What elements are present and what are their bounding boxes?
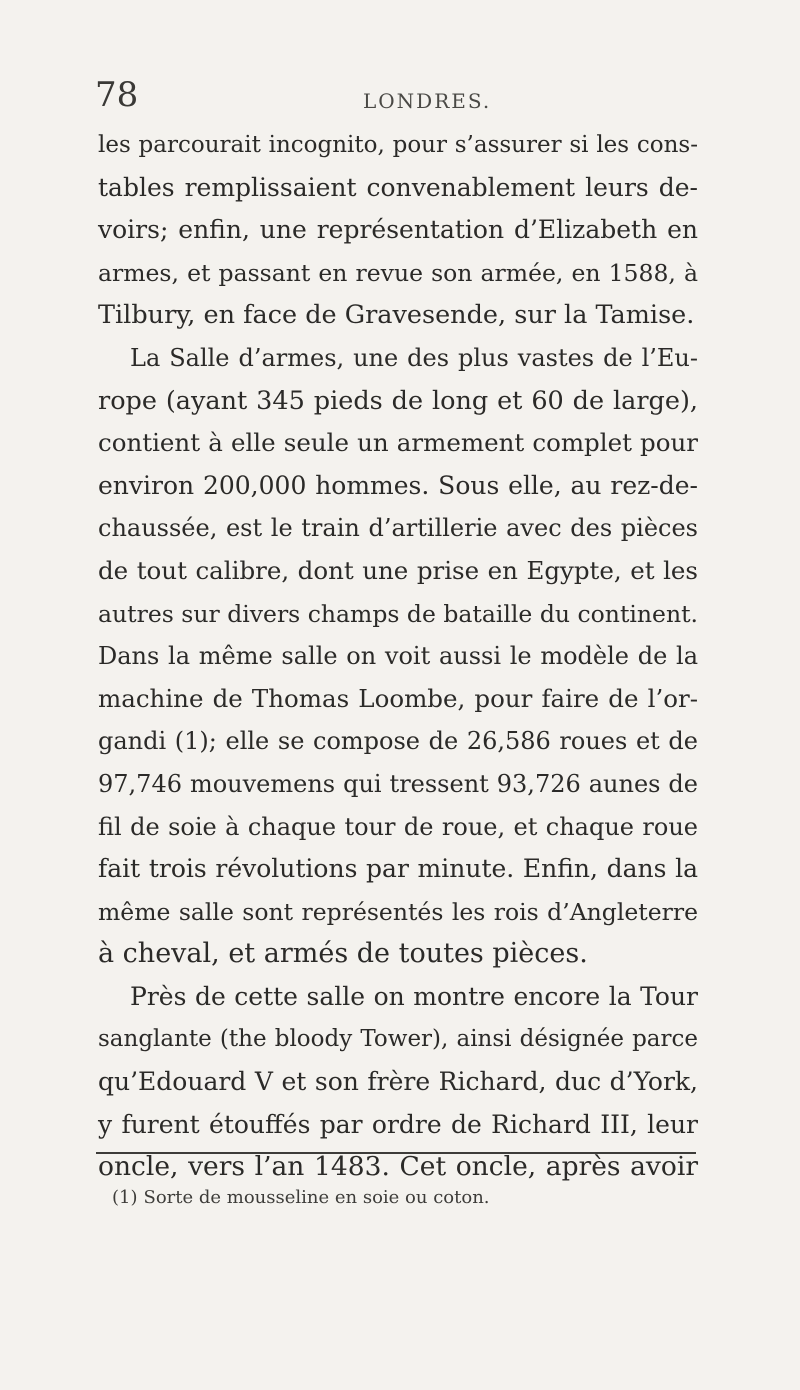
footnote-mark: (1) (112, 1187, 138, 1208)
text-line: y furent étouffés par ordre de Richard III, leur (98, 1109, 698, 1139)
running-head: LONDRES. (363, 89, 492, 113)
text-line: Près de cette salle on montre encore la Tour (130, 981, 698, 1011)
text-line: à cheval, et armés de toutes pièces. (98, 938, 588, 970)
footnote-text: Sorte de mousseline en soie ou coton. (143, 1187, 490, 1208)
text-line: sanglante (the bloody Tower), ainsi désignée parce (98, 1026, 698, 1053)
page-header (95, 75, 655, 115)
text-line: environ 200,000 hommes. Sous elle, au rez-de- (98, 470, 698, 500)
body-text (98, 124, 698, 1189)
text-line: de tout calibre, dont une prise en Egypte, et les (98, 555, 698, 585)
text-line: contient à elle seule un armement complet pour (98, 428, 698, 458)
text-line: gandi (1); elle se compose de 26,586 roues et de (98, 727, 698, 756)
text-line: qu’Edouard V et son frère Richard, duc d’York, (98, 1067, 698, 1097)
text-line: autres sur divers champs de bataille du continent. (98, 599, 698, 628)
text-line: Dans la même salle on voit aussi le modèle de la (98, 642, 698, 671)
text-line: La Salle d’armes, une des plus vastes de l’Eu- (130, 343, 698, 372)
text-line: fait trois révolutions par minute. Enfin, dans la (98, 854, 698, 884)
text-line: fil de soie à chaque tour de roue, et chaque roue (98, 812, 698, 841)
footnote-divider (96, 1152, 696, 1154)
text-line: 97,746 mouvemens qui tressent 93,726 aunes de (98, 769, 698, 798)
text-line: armes, et passant en revue son armée, en 1588, à (98, 258, 698, 287)
text-line: oncle, vers l’an 1483. Cet oncle, après avoir (98, 1151, 698, 1183)
text-line: Tilbury, en face de Gravesende, sur la Tamise. (98, 300, 695, 331)
text-line: tables remplissaient convenablement leurs de- (98, 172, 698, 202)
text-line: rope (ayant 345 pieds de long et 60 de large), (98, 385, 698, 416)
page-number: 78 (95, 75, 139, 115)
text-line: les parcourait incognito, pour s’assurer si les cons- (98, 132, 698, 158)
footnote (112, 1186, 490, 1210)
text-line: même salle sont représentés les rois d’Angleterre (98, 897, 698, 926)
text-line: chaussée, est le train d’artillerie avec des pièces (98, 514, 698, 543)
text-line: machine de Thomas Loombe, pour faire de l’or- (98, 683, 698, 713)
text-line: voirs; enfin, une représentation d’Elizabeth en (98, 215, 698, 245)
